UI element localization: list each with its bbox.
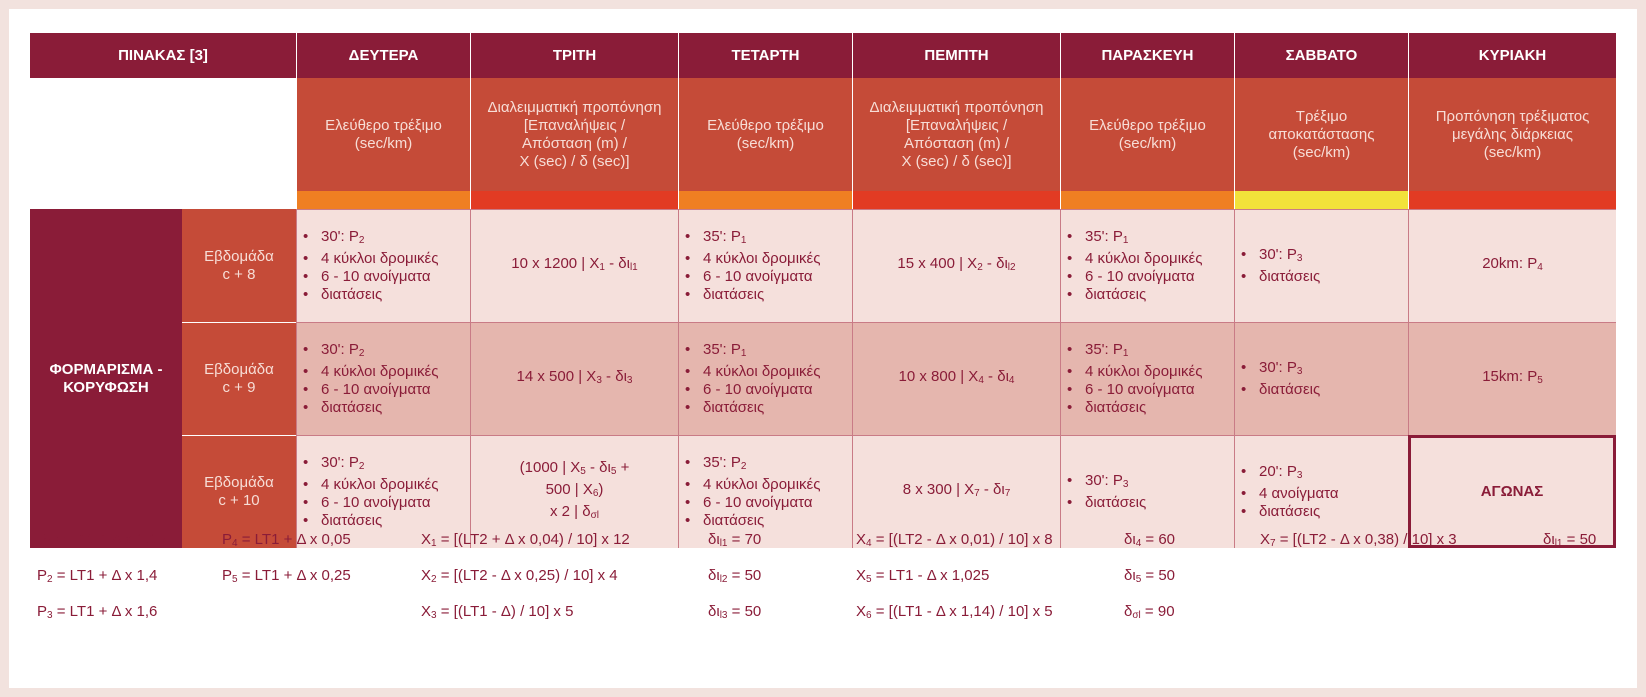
week-label: Εβδομάδα c + 8 bbox=[182, 209, 296, 322]
session-cell: • 30': $P_2$ • 4 κύκλοι δρομικές • 6 - 10 ανοίγματα • διατάσεις bbox=[296, 435, 470, 548]
formula-x7: $X_7 = [(LT2 - \Delta$ x 0,38) / 10] x 3 bbox=[1260, 531, 1457, 549]
intensity-strip-wednesday bbox=[678, 191, 852, 209]
session-cell: • 35': $P_2$ • 4 κύκλοι δρομικές • 6 - 10 ανοίγματα • διατάσεις bbox=[678, 435, 852, 548]
formula-p1: $P_1 = LT1 + \Delta$ x 1,15 bbox=[37, 531, 166, 549]
session-cell: • 35': $P_1$ • 4 κύκλοι δρομικές • 6 - 10 ανοίγματα • διατάσεις bbox=[1060, 322, 1234, 435]
session-cell: • 35': $P_1$ • 4 κύκλοι δρομικές • 6 - 10 ανοίγματα • διατάσεις bbox=[678, 322, 852, 435]
race-cell: ΑΓΩΝΑΣ bbox=[1408, 435, 1616, 548]
session-cell: • 35': $P_1$ • 4 κύκλοι δρομικές • 6 - 10 ανοίγματα • διατάσεις bbox=[678, 209, 852, 322]
type-sunday: Προπόνηση τρέξιματος μεγάλης διάρκειας (sec/km) bbox=[1408, 78, 1616, 191]
formula-d7: $\delta\iota_{l1} = 50$ bbox=[1543, 531, 1597, 549]
formula-d4: $\delta\iota_4 = 60$ bbox=[1124, 531, 1176, 549]
session-cell: 14 x 500 | $X_3 - \delta\iota_3$ bbox=[470, 322, 678, 435]
session-cell: • 30': $P_2$ • 4 κύκλοι δρομικές • 6 - 10 ανοίγματα • διατάσεις bbox=[296, 209, 470, 322]
type-tuesday: Διαλειμματική προπόνηση [Επαναλήψεις / Απόσταση (m) / X (sec) / δ (sec)] bbox=[470, 78, 678, 191]
training-table bbox=[30, 33, 1636, 548]
formula-d5: $\delta\iota_5 = 50$ bbox=[1124, 567, 1176, 585]
formula-x2: $X_2 = [(LT2 - \Delta$ x 0,25) / 10] x 4 bbox=[421, 567, 618, 585]
formulas-legend bbox=[0, 531, 1646, 641]
formula-p4: $P_4 = LT1 + \Delta$ x 0,05 bbox=[222, 531, 351, 549]
formula-p2: $P_2 = LT1 + \Delta$ x 1,4 bbox=[37, 567, 158, 585]
session-cell: 10 x 1200 | $X_1 - \delta\iota_{l1}$ bbox=[470, 209, 678, 322]
session-cell: • 20': $P_3$ • 4 ανοίγματα • διατάσεις bbox=[1234, 435, 1408, 548]
session-cell: • 30': $P_3$ • διατάσεις bbox=[1234, 322, 1408, 435]
session-cell: 8 x 300 | $X_7 - \delta\iota_7$ bbox=[852, 435, 1060, 548]
day-monday: ΔΕΥΤΕΡΑ bbox=[296, 33, 470, 78]
session-cell: • 35': $P_1$ • 4 κύκλοι δρομικές • 6 - 10 ανοίγματα • διατάσεις bbox=[1060, 209, 1234, 322]
session-cell: 15 x 400 | $X_2 - \delta\iota_{l2}$ bbox=[852, 209, 1060, 322]
type-monday: Ελεύθερο τρέξιμο (sec/km) bbox=[296, 78, 470, 191]
day-friday: ΠΑΡΑΣΚΕΥΗ bbox=[1060, 33, 1234, 78]
intensity-strip-tuesday bbox=[470, 191, 678, 209]
session-cell: (1000 | $X_5 - \delta\iota_5$ + 500 | $X_6$) x 2 | $\delta_{\sigma l}$ bbox=[470, 435, 678, 548]
day-thursday: ΠΕΜΠΤΗ bbox=[852, 33, 1060, 78]
type-thursday: Διαλειμματική προπόνηση [Επαναλήψεις / Απόσταση (m) / X (sec) / δ (sec)] bbox=[852, 78, 1060, 191]
session-cell: • 30': $P_2$ • 4 κύκλοι δρομικές • 6 - 10 ανοίγματα • διατάσεις bbox=[296, 322, 470, 435]
session-cell: • 30': $P_3$ • διατάσεις bbox=[1234, 209, 1408, 322]
type-wednesday: Ελεύθερο τρέξιμο (sec/km) bbox=[678, 78, 852, 191]
formula-x1: $X_1 = [(LT2 + \Delta$ x 0,04) / 10] x 12 bbox=[421, 531, 630, 549]
table-title: ΠΙΝΑΚΑΣ [3] bbox=[30, 33, 296, 78]
formula-x4: $X_4 = [(LT2 - \Delta$ x 0,01) / 10] x 8 bbox=[856, 531, 1053, 549]
intensity-strip-friday bbox=[1060, 191, 1234, 209]
formula-ds: $\delta_{\sigma l} = 90$ bbox=[1124, 603, 1175, 621]
formula-d2: $\delta\iota_{l2} = 50$ bbox=[708, 567, 762, 585]
day-wednesday: ΤΕΤΑΡΤΗ bbox=[678, 33, 852, 78]
formula-p5: $P_5 = LT1 + \Delta$ x 0,25 bbox=[222, 567, 351, 585]
intensity-strip-saturday bbox=[1234, 191, 1408, 209]
session-cell: 10 x 800 | $X_4 - \delta\iota_4$ bbox=[852, 322, 1060, 435]
day-tuesday: ΤΡΙΤΗ bbox=[470, 33, 678, 78]
type-saturday: Τρέξιμο αποκατάστασης (sec/km) bbox=[1234, 78, 1408, 191]
day-saturday: ΣΑΒΒΑΤΟ bbox=[1234, 33, 1408, 78]
formula-d3: $\delta\iota_{l3} = 50$ bbox=[708, 603, 762, 621]
day-sunday: ΚΥΡΙΑΚΗ bbox=[1408, 33, 1616, 78]
intensity-strip-sunday bbox=[1408, 191, 1616, 209]
formula-x6: $X_6 = [(LT1 - \Delta$ x 1,14) / 10] x 5 bbox=[856, 603, 1053, 621]
session-cell: • 30': $P_3$ • διατάσεις bbox=[1060, 435, 1234, 548]
week-label: Εβδομάδα c + 9 bbox=[182, 322, 296, 435]
formula-x5: $X_5 = LT1 - \Delta$ x 1,025 bbox=[856, 567, 990, 585]
phase-label: ΦΟΡΜΑΡΙΣΜΑ - ΚΟΡΥΦΩΣΗ bbox=[30, 209, 182, 548]
type-friday: Ελεύθερο τρέξιμο (sec/km) bbox=[1060, 78, 1234, 191]
formula-p3: $P_3 = LT1 + \Delta$ x 1,6 bbox=[37, 603, 158, 621]
intensity-strip-monday bbox=[296, 191, 470, 209]
session-cell: 15km: $P_5$ bbox=[1408, 322, 1616, 435]
week-label: Εβδομάδα c + 10 bbox=[182, 435, 296, 548]
intensity-strip-thursday bbox=[852, 191, 1060, 209]
formula-d1: $\delta\iota_{l1} = 70$ bbox=[708, 531, 762, 549]
session-cell: 20km: $P_4$ bbox=[1408, 209, 1616, 322]
formula-x3: $X_3 = [(LT1 - \Delta) / 10]$ x 5 bbox=[421, 603, 574, 621]
